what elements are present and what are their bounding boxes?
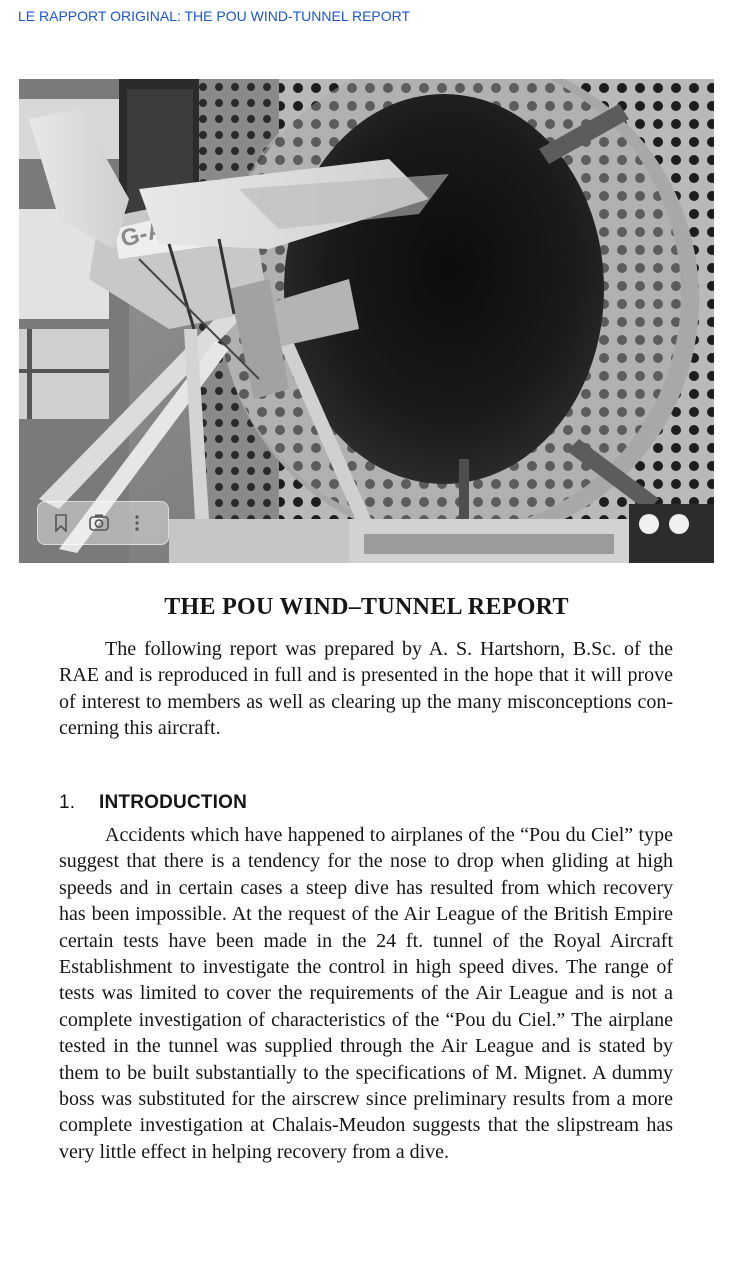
more-icon[interactable] <box>126 512 148 534</box>
section-title: INTRODUCTION <box>99 792 248 813</box>
image-tools-overlay <box>37 501 169 545</box>
section-number: 1. <box>59 792 76 813</box>
introduction-paragraph: Accidents which have happened to airplanes of the “Pou du Ciel” type suggest that there is a tendency for the nose to drop when gliding at high speeds and in certain cases a steep dive has resulted from which recovery has been impossible. At the request of the Air League of the British Empire certain tests have been made in the 24 ft. tunnel of the Royal Aircraft Establishment to investigate the control in high speed dives. The range of tests was limited to cover the requirements of the Air League and is not a complete investigation of characteristics of the “Pou du Ciel.” The airplane tested in the tunnel was supplied through the Air League and is stated by them to be built substantially to the specifications of M. Mignet. A dummy boss was substituted for the airscrew since preliminary results from a more complete investigation at Chalais-Meudon suggests that the slipstream has very little effect in helping recovery from a dive. <box>59 824 673 1163</box>
intro-paragraph: The following report was prepared by A. S. Hartshorn, B.Sc. of the RAE and is reproduced in full and is presented in the hope that it will prove of interest to members as well as clearing up the many misconceptions concerning this aircraft. <box>59 638 673 740</box>
wind-tunnel-photo-drawing <box>19 79 714 563</box>
report-title: THE POU WIND–TUNNEL REPORT <box>164 594 569 620</box>
bookmark-icon[interactable] <box>50 512 72 534</box>
article-source-link[interactable]: LE RAPPORT ORIGINAL: THE POU WIND-TUNNEL REPORT <box>18 8 411 24</box>
wind-tunnel-photo <box>19 79 714 563</box>
lens-icon[interactable] <box>88 512 110 534</box>
section-heading-introduction <box>59 792 247 814</box>
